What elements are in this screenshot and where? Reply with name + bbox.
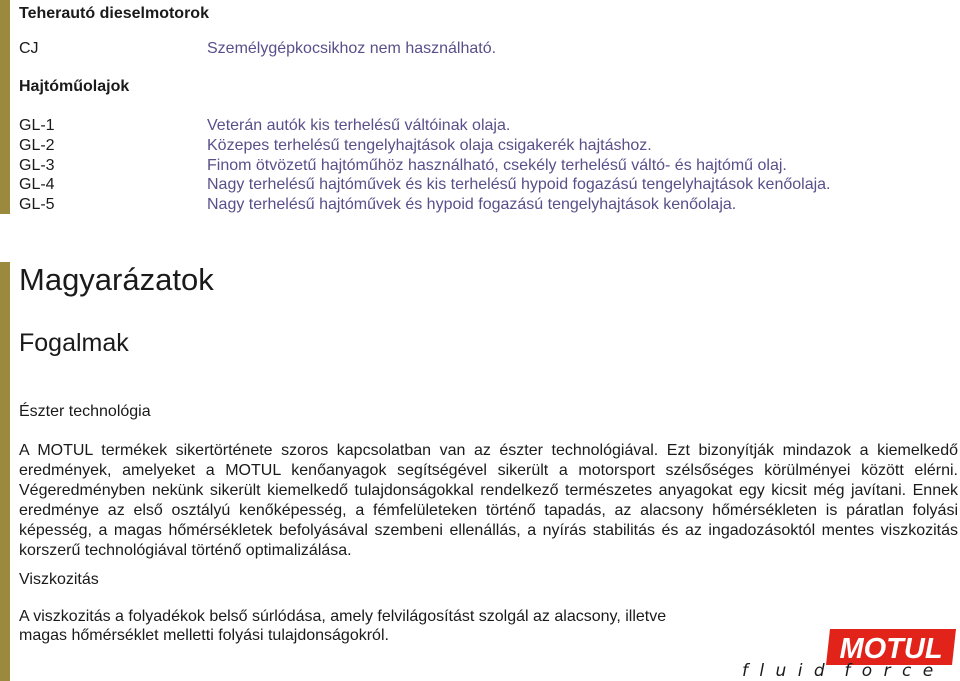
viscosity-line-2: magas hőmérséklet melletti folyási tulajdonságokról. — [19, 627, 389, 644]
gear-oil-code: GL-1 — [19, 117, 55, 134]
cj-desc: Személygépkocsikhoz nem használható. — [207, 40, 497, 57]
gear-oil-codes — [19, 116, 55, 215]
brand-tagline: f l u i d f o r c e — [742, 661, 937, 681]
gear-oil-desc: Nagy terhelésű hajtóművek és hypoid fogazású tengelyhajtások kenőolaja. — [207, 196, 737, 214]
section-accent-bar-main — [0, 262, 10, 681]
gear-oil-code: GL-2 — [19, 136, 55, 154]
subtitle-concepts: Fogalmak — [19, 329, 129, 357]
gear-oil-descriptions — [207, 116, 831, 215]
ester-heading: Észter technológia — [19, 403, 151, 420]
viscosity-line-1: A viszkozitás a folyadékok belső súrlódása, amely felvilágosítást szolgál az alacsony, illetve — [19, 608, 667, 625]
section-accent-bar — [0, 0, 10, 214]
gear-oil-desc: Közepes terhelésű tengelyhajtások olaja csigakerék hajtáshoz. — [207, 136, 652, 154]
page-title: Magyarázatok — [19, 262, 214, 297]
ester-paragraph: A MOTUL termékek sikertörténete szoros kapcsolatban van az észter technológiával. Ezt bizonyítják mindazok a kiemelkedő eredmények, amelyeket a MOTUL kenőanyagok segítségével sikerült a motorsport szélsőséges körülményei között elérni. Végeredményben nekünk sikerült kiemelkedő tulajdonságokkal rendelkező természetes anyagokat egy kicsit még javítani. Ennek eredménye az első osztályú kenőképesség, a fémfelületeken történő tapadás, az alacsony hőmérsékleten is páratlan folyási képesség, a magas hőmérsékletek befolyásával szembeni ellenállás, a nyírás stabilitás és az ingadozásoktól mentes viszkozitás korszerű technológiával történő optimalizálása. — [19, 442, 958, 559]
gear-oil-desc: Finom ötvözetű hajtóműhöz használható, csekély terhelésű váltó- és hajtómű olaj. — [207, 156, 787, 174]
section-title-gear-oils: Hajtóműolajok — [19, 78, 130, 95]
gear-oil-code: GL-3 — [19, 156, 55, 174]
gear-oil-desc: Veterán autók kis terhelésű váltóinak olaja. — [207, 117, 511, 134]
cj-code: CJ — [19, 40, 39, 57]
gear-oil-desc: Nagy terhelésű hajtóművek és kis terhelésű hypoid fogazású tengelyhajtások kenőolaja. — [207, 176, 831, 194]
gear-oil-code: GL-4 — [19, 176, 55, 194]
logo-wordmark: MOTUL — [839, 633, 943, 665]
viscosity-heading: Viszkozitás — [19, 571, 99, 588]
gear-oil-code: GL-5 — [19, 196, 55, 214]
section-title-trucks: Teherautó dieselmotorok — [19, 5, 209, 22]
